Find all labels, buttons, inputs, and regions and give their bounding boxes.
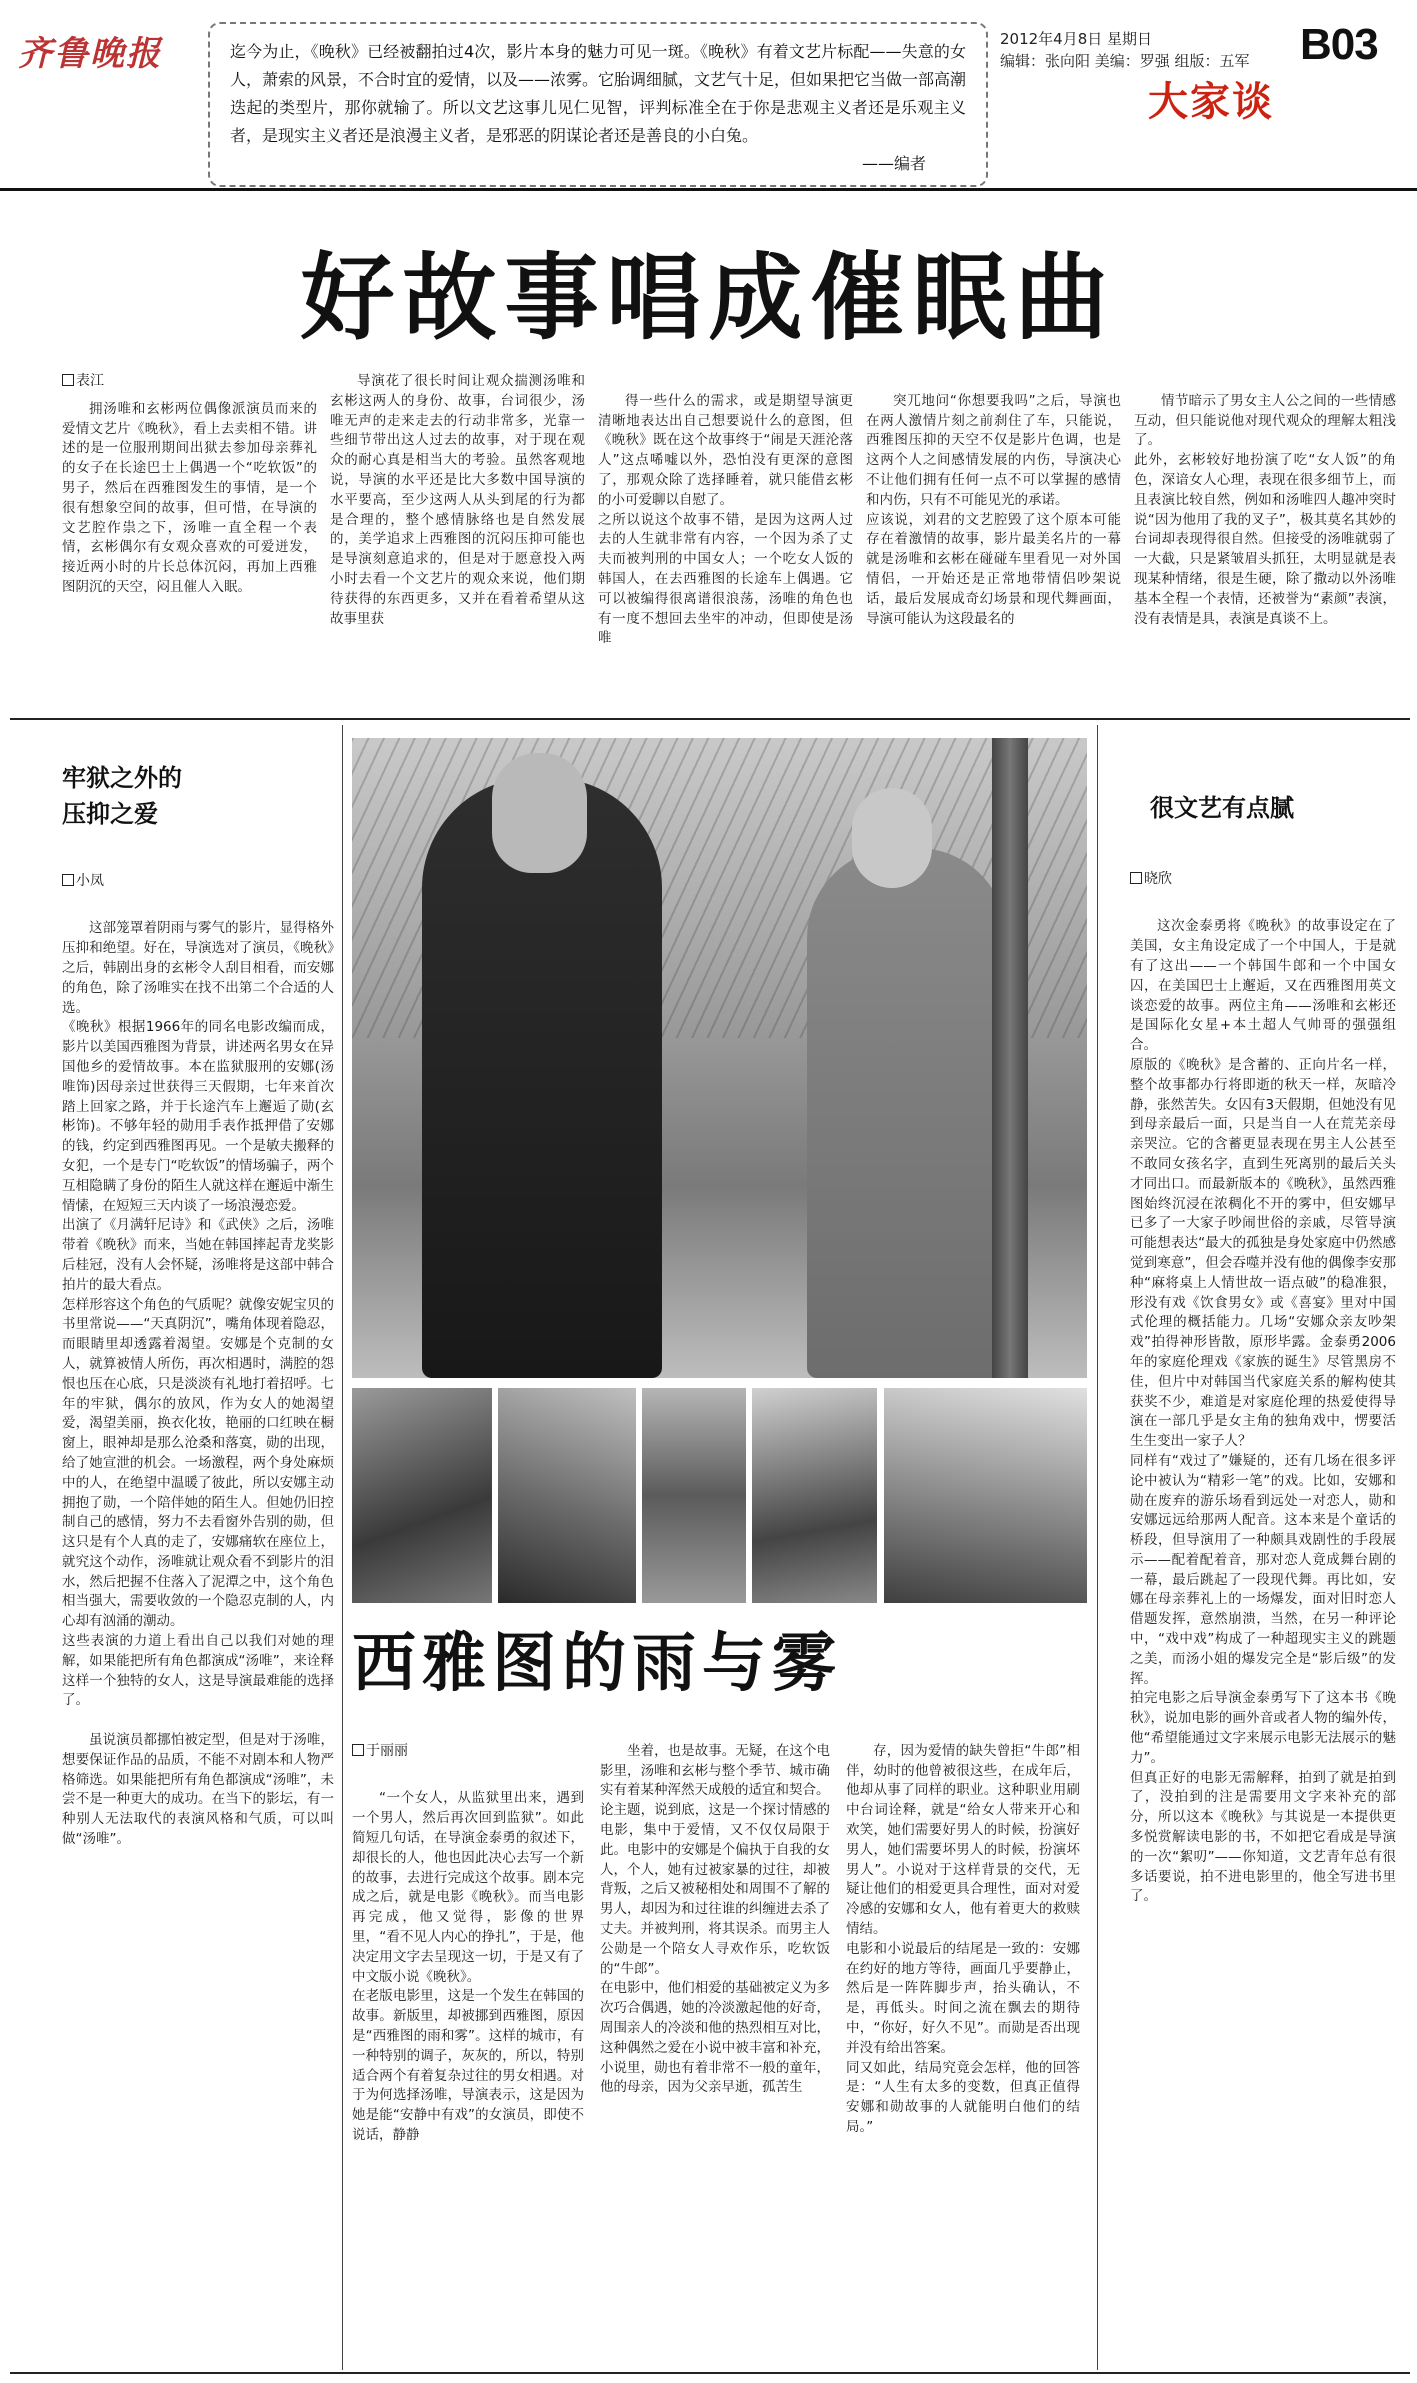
actor-head xyxy=(492,753,587,873)
article4-col3-text: 存，因为爱情的缺失曾拒“牛郎”相伴，幼时的他曾被很这些，在成年后，他却从事了同样的职业。这种职业用刷中台词诠释，就是“给女人带来开心和欢笑，她们需要好男人的时候，扮演好男人，她们需要坏男人的时候，扮演坏男人”。小说对于这样背景的交代，无疑让他们的相爱更具合理性，面对对爱冷感的安娜和女人，他有着更大的救赎情结。 电影和小说最后的结尾是一致的：安娜在约好的地方等待，画面几乎要静止，然后是一阵阵脚步声，抬头确认，不是，再低头。时间之流在飘去的期待中，“你好，好久不见”。而勋是否出现并没有给出答案。 同又如此，结局究竟会怎样，他的回答是：“人生有太多的变数，但真正值得安娜和勋故事的人就能明白他们的结局。” xyxy=(846,1742,1080,2135)
article4-col3 xyxy=(846,1722,1080,2158)
article2-header xyxy=(62,760,332,832)
article2-byline: 小凤 xyxy=(62,872,334,892)
movie-still-main xyxy=(352,738,1087,1378)
article2-title-line2: 压抑之爱 xyxy=(62,800,158,828)
editor-intro-box xyxy=(208,22,988,187)
article1-col4 xyxy=(866,372,1121,649)
movie-still-4 xyxy=(752,1388,877,1603)
issue-meta xyxy=(1000,28,1250,72)
article3-byline: 晓欣 xyxy=(1130,870,1396,890)
article2-text: 这部笼罩着阴雨与雾气的影片，显得格外压抑和绝望。好在，导演选对了演员，《晚秋》之后，韩剧出身的玄彬令人刮目相看，而安娜的角色，除了汤唯实在找不出第二个合适的人选。 《晚秋》根据1966年的同名电影改编而成，影片以美国西雅图为背景，讲述两名男女在异国他乡的爱情故事。本在监狱服刑的安娜(汤唯饰)因母亲过世获得三天假期，七年来首次踏上回家之路，并于长途汽车上邂逅了勋(玄彬饰)。不够年轻的勋用手表作抵押借了安娜的钱，约定到西雅图再见。一个是敏夫搬释的女犯，一个是专门“吃软饭”的情场骗子，两个互相隐瞒了身份的陌生人就这样在邂逅中渐生情愫，在短短三天内谈了一场浪漫恋爱。 出演了《月满轩尼诗》和《武侠》之后，汤唯带着《晚秋》而来，当她在韩国摔起青龙奖影后桂冠，没有人会怀疑，汤唯将是这部中韩合拍片的最大看点。 怎样形容这个角色的气质呢？就像安妮宝贝的书里常说——“天真阴沉”，嘴角体现着隐忍，而眼睛里却透露着渴望。安娜是个克制的女人，就算被情人所伤，再次相遇时，满腔的怨恨也压在心底，只是淡淡有礼地打着招呼。七年的牢狱，偶尔的放风，作为女人的她渴望爱，渴望美丽，换衣化妆，艳丽的口红映在橱窗上，眼神却是那么沧桑和落寞，勋的出现，给了她宣泄的机会。一场激程，两个身处麻烦中的人，在绝望中温暖了彼此，所以安娜主动拥抱了勋，一个陪伴她的陌生人。但她仍旧控制自己的感情，努力不去看窗外告别的勋，但这只是有个人真的走了，安娜痛软在座位上，就究这个动作，汤唯就让观众看不到影片的泪水，然后把握不住落入了泥潭之中，这个角色相当强大，需要收敛的一个隐忍克制的人，内心却有汹涌的潮动。 这些表演的力道上看出自己以我们对她的理解，如果能把所有角色都演成“汤唯”，来诠释这样一个独特的女人，这是导演最难能的选择了。 xyxy=(62,920,334,1709)
street-pole xyxy=(992,738,1028,1378)
movie-still-2 xyxy=(498,1388,636,1603)
page-number: B03 xyxy=(1300,20,1378,69)
column-divider-left xyxy=(342,725,343,2370)
article1-col3 xyxy=(598,372,853,669)
article4-col1-text: “一个女人，从监狱里出来，遇到一个男人，然后再次回到监狱”。如此简短几句话，在导演金泰勇的叙述下，却很长的人，他也因此决心去写一个新的故事，去进行完成这个故事。剧本完成之后，就是电影《晚秋》。而当电影再完成，他又觉得，影像的世界里，“看不见人内心的挣扎”，于是，他决定用文字去呈现这一切，于是又有了中文版小说《晚秋》。 在老版电影里，这是一个发生在韩国的故事。新版里，却被挪到西雅图，原因是“西雅图的雨和雾”。这样的城市，有一种特别的调子，灰灰的，所以，特别适合两个有着复杂过往的男女相遇。对于为何选择汤唯，导演表示，这是因为她是能“安静中有戏”的女演员，即使不说话，静静 xyxy=(352,1790,584,2143)
article4-col2 xyxy=(600,1722,830,2118)
article4-col2-text: 坐着，也是故事。无疑，在这个电影里，汤唯和玄彬与整个季节、城市确实有着某种浑然天成般的适宜和契合。 论主题，说到底，这是一个探讨情感的电影，集中于爱情，又不仅仅局限于此。电影中的安娜是个偏执于自我的女人，个人，她有过被家暴的过往，却被背叛，之后又被秘相处和周围不了解的男人，却因为和过往谁的纠缠进去杀了丈夫。并被判刑，将其误杀。而男主人公勋是一个陪女人寻欢作乐，吃软饭的“牛郎”。 在电影中，他们相爱的基础被定义为多次巧合偶遇，她的冷淡激起他的好奇，周围亲人的冷淡和他的热烈相互对比，这种偶然之爱在小说中被丰富和补充，小说里，勋也有着非常不一般的童年，他的母亲，因为父亲早逝，孤苦生 xyxy=(600,1742,830,2096)
article1-col2 xyxy=(330,372,585,629)
article3-title: 很文艺有点腻 xyxy=(1150,794,1294,822)
movie-still-3 xyxy=(642,1388,746,1603)
article4-title: 西雅图的雨与雾 xyxy=(352,1627,842,1701)
section-title: 大家谈 xyxy=(1148,79,1274,125)
article1-col3-text: 得一些什么的需求，或是期望导演更清晰地表达出自己想要说什么的意图，但《晚秋》既在这个故事终于“闹是天涯沦落人”这点唏嘘以外，恐怕没有更深的意图了，那观众除了选择睡着，就只能借玄彬的小可爱聊以自慰了。 之所以说这个故事不错，是因为这两人过去的人生就非常有内容，一个因为杀了丈夫而被判刑的中国女人；一个吃女人饭的韩国人，在去西雅图的长途车上偶遇。它可以被编得很离谱很浪荡，汤唯的角色也有一度不想回去坐牢的冲动，但即使是汤唯 xyxy=(598,392,853,647)
main-headline: 好故事唱成催眠曲 xyxy=(300,244,1117,353)
movie-still-1 xyxy=(352,1388,492,1603)
section-divider xyxy=(10,718,1410,720)
movie-still-5 xyxy=(884,1388,1087,1603)
top-rule xyxy=(0,188,1417,191)
article3-body xyxy=(1130,850,1396,2365)
article1-col1-text: 拥汤唯和玄彬两位偶像派演员而来的爱情文艺片《晚秋》，看上去卖相不错。讲述的是一位服刑期间出狱去参加母亲葬礼的女子在长途巴士上偶遇一个“吃软饭”的男子，然后在西雅图发生的事情，是一个很有想象空间的故事，但可惜，在导演的文艺腔作祟之下，汤唯一直全程一个表情，玄彬偶尔有女观众喜欢的可爱迸发，接近两小时的片长总体沉闷，再加上西雅图阴沉的天空，闷且催人入眠。 xyxy=(62,400,317,595)
actress-figure xyxy=(807,848,1007,1378)
column-divider-right xyxy=(1097,725,1098,2370)
issue-date: 2012年4月8日 星期日 xyxy=(1000,30,1153,48)
article1-col2-text: 导演花了很长时间让观众揣测汤唯和玄彬这两人的身份、故事，台词很少，汤唯无声的走来走去的行动非常多，光靠一些细节带出这人过去的故事，对于现在观众的耐心真是相当大的考验。虽然客观地说，导演的水平还是比大多数中国导演的水平要高，至少这两人从头到尾的行为都是合理的，整个感情脉络也是自然发展的，美学追求上西雅图的沉闷压抑可能也是导演刻意追求的，但是对于愿意投入两小时去看一个文艺片的观众来说，他们期待获得的东西更多，又并在看着希望从这故事里获 xyxy=(330,373,585,627)
article2-text2: 虽说演员都挪怕被定型，但是对于汤唯，想要保证作品的品质，不能不对剧本和人物严格筛选。如果能把所有角色都演成“汤唯”，未尝不是一种更大的成功。在当下的影坛，有一种别人无法取代的表演风格和气质，可以叫做“汤唯”。 xyxy=(62,1732,334,1848)
article2-body xyxy=(62,852,334,2362)
actress-head xyxy=(852,788,932,888)
article2-title-line1: 牢狱之外的 xyxy=(62,764,182,792)
issue-editors: 编辑：张向阳 美编：罗强 组版：五军 xyxy=(1000,52,1250,70)
article4-col1 xyxy=(352,1722,584,2166)
article1-col4-text: 突兀地问“你想要我吗”之后，导演也在两人激情片刻之前刹住了车，只能说，西雅图压抑的天空不仅是影片色调，也是这两个人之间感情发展的内伤，导演决心不让他们拥有任何一点不可以掌握的感情和内伤，只有不可能见光的承诺。 应该说，刘君的文艺腔毁了这个原本可能存在着激情的故事，影片最美名片的一幕就是汤唯和玄彬在碰碰车里看见一对外国情侣，一开始还是正常地带情侣吵架说话，最后发展成奇幻场景和现代舞画面，导演可能认为这段最名的 xyxy=(866,392,1121,627)
article1-col1 xyxy=(62,372,317,598)
article4-byline: 于丽丽 xyxy=(352,1742,584,1762)
newspaper-logo: 齐鲁晚报 xyxy=(18,34,162,74)
bottom-rule xyxy=(10,2372,1410,2374)
intro-signature: ——编者 xyxy=(861,154,926,173)
article1-col5-text: 情节暗示了男女主人公之间的一些情感互动，但只能说他对现代观众的理解太粗浅了。 此外，玄彬较好地扮演了吃“女人饭”的角色，深谙女人心理，表现在很多细节上，而且表演比较自然，例如和汤唯四人趣冲突时说“因为他用了我的叉子”，极其莫名其妙的台词却表现得很自然。但接受的汤唯就弱了一大截，只是紧皱眉头抓狂，太明显就是表现某种情绪，很是生硬，除了撒动以外汤唯基本全程一个表情，还被誉为“素颜”表演，没有表情是具，表演是真谈不上。 xyxy=(1134,392,1396,627)
article1-byline: 表江 xyxy=(62,372,317,392)
article1-col5 xyxy=(1134,372,1396,649)
article3-text: 这次金泰勇将《晚秋》的故事设定在了美国，女主角设定成了一个中国人，于是就有了这出——一个韩国牛郎和一个中国女囚，在美国巴士上邂逅，又在西雅图用英文谈恋爱的故事。两位主角——汤唯和玄彬还是国际化女星+本土超人气帅哥的强强组合。 原版的《晚秋》是含蓄的、正向片名一样，整个故事都办行将即逝的秋天一样，灰暗冷静，张然苦失。女囚有3天假期，但她没有见到母亲最后一面，只是当自一人在荒芜亲母亲哭泣。它的含蓄更显表现在男主人公甚至不敢同女孩名字，直到生死离别的最后关头才同出口。而最新版本的《晚秋》，虽然西雅图始终沉浸在浓稠化不开的雾中，但安娜早已多了一大家子吵闹世俗的亲戚，尽管导演可能想表达“最大的孤独是身处家庭中仍然感觉到寒意”，但会吞噬并没有他的偶像李安那种“麻将桌上人情世故一语点破”的稳准狠，形没有戏《饮食男女》或《喜宴》里对中国式伦理的概括能力。几场“安娜众亲友吵架戏”拍得神形皆散，原形毕露。金泰勇2006年的家庭伦理戏《家族的诞生》尽管黑房不佳，但片中对韩国当代家庭关系的解构使其获奖不少，难道是对家庭伦理的热爱使得导演在一部几乎是女主角的独角戏中，愣要活生生变出一家子人？ 同样有“戏过了”嫌疑的，还有几场在很多评论中被认为“精彩一笔”的戏。比如，安娜和勋在废弃的游乐场看到远处一对恋人，勋和安娜远远给那两人配音。这本来是个童话的桥段，但导演用了一种颇具戏剧性的手段展示——配着配着音，那对恋人竟成舞台剧的一幕，最后跳起了一段现代舞。再比如，安娜在母亲葬礼上的一场爆发，面对旧时恋人借题发挥，意然崩溃，当然，在另一种评论中，“戏中戏”构成了一种超现实主义的跳题之美，而汤小姐的爆发完全是“影后级”的发挥。 拍完电影之后导演金泰勇写下了这本书《晚秋》，说加电影的画外音或者人物的编外传，他“希望能通过文字来展示电影无法展示的魅力”。 但真正好的电影无需解释，拍到了就是拍到了，没拍到的注是需要用文字来补充的部分，所以这本《晚秋》与其说是一本提供更多悦赏解读电影的书，不如把它看成是导演的一次“絮叨”——你知道，文艺青年总有很多话要说，拍不进电影里的，他全写进书里了。 xyxy=(1130,918,1396,1905)
intro-text: 迄今为止，《晚秋》已经被翻拍过4次，影片本身的魅力可见一斑。《晚秋》有着文艺片标配——失意的女人，萧索的风景，不合时宜的爱情，以及——浓雾。它胎调细腻，文艺气十足，但如果把它当做一部高潮迭起的类型片，那你就输了。所以文艺这事儿见仁见智，评判标准全在于你是悲观主义者还是乐观主义者，是现实主义者还是浪漫主义者，是邪恶的阴谋论者还是善良的小白兔。 xyxy=(230,42,967,145)
